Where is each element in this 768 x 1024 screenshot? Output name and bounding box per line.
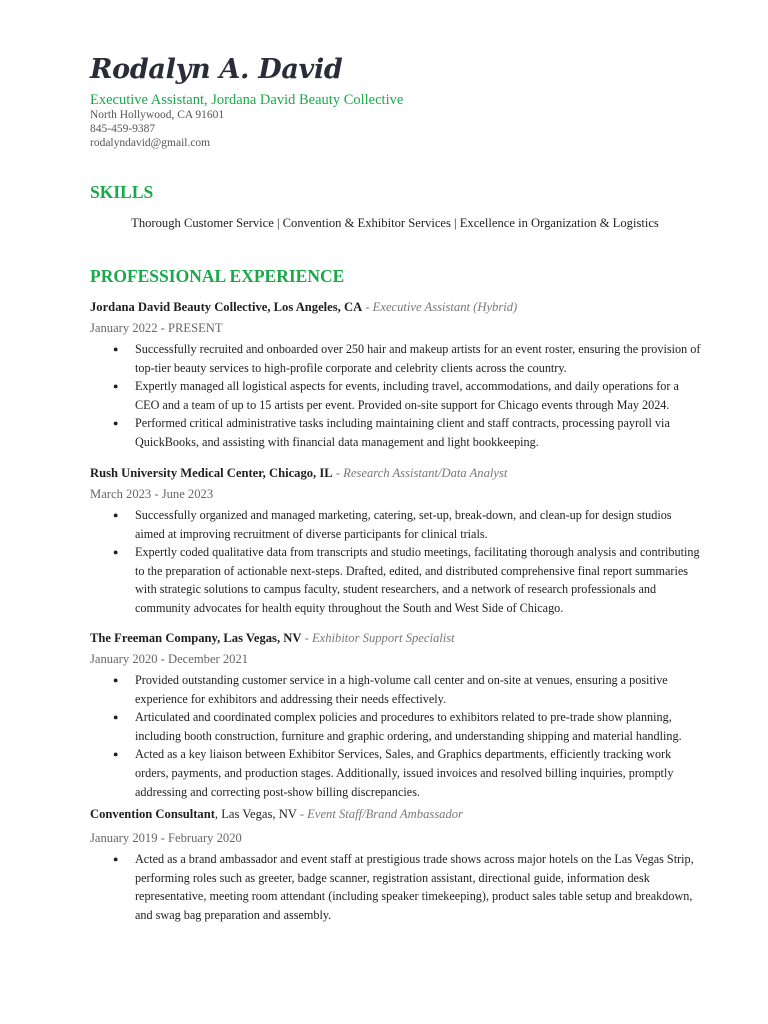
job-bullet bbox=[113, 708, 702, 745]
job-header bbox=[90, 464, 702, 482]
job-entry bbox=[90, 629, 702, 801]
experience-heading: PROFESSIONAL EXPERIENCE bbox=[90, 266, 345, 286]
bullet-icon: ● bbox=[113, 712, 119, 723]
job-separator: - bbox=[301, 631, 312, 645]
contact-email[interactable]: rodalyndavid@gmail.com bbox=[90, 137, 211, 149]
job-bullets bbox=[90, 340, 702, 452]
job-entry bbox=[90, 805, 702, 924]
job-bullet-text: Successfully recruited and onboarded over 250 hair and makeup artists for an event roster, ensuring the provision of top-tier beauty services to high-profile corporate and celebrity clients across the country. bbox=[135, 342, 701, 375]
bullet-icon: ● bbox=[113, 418, 119, 429]
job-role: Exhibitor Support Specialist bbox=[311, 631, 455, 645]
job-header bbox=[90, 805, 702, 823]
job-role: Event Staff/Brand Ambassador bbox=[307, 807, 463, 821]
contact-location: North Hollywood, CA 91601 bbox=[90, 109, 225, 121]
candidate-name: Rodalyn A. David bbox=[90, 54, 343, 85]
job-bullet-text: Acted as a brand ambassador and event staff at prestigious trade shows across major hotels on the Las Vegas Strip, performing roles such as greeter, badge scanner, registration assistant, directional guide, information desk representative, meeting room attendant (including speaker timekeeping), product sales table setup and breakdown, and swag bag preparation and assembly. bbox=[135, 852, 694, 922]
job-bullet bbox=[113, 850, 702, 924]
job-dates: January 2019 - February 2020 bbox=[90, 831, 242, 845]
bullet-icon: ● bbox=[113, 675, 119, 685]
bullet-icon: ● bbox=[113, 854, 119, 864]
job-separator: - bbox=[332, 466, 344, 480]
bullet-icon: ● bbox=[113, 547, 119, 558]
job-bullet-text: Provided outstanding customer service in a high-volume call center and on-site at venues, ensuring a positive experience for exhibitors and addressing their needs effectively. bbox=[135, 673, 668, 706]
job-dates: March 2023 - June 2023 bbox=[90, 487, 214, 501]
job-bullet bbox=[113, 671, 702, 708]
job-company: Rush University Medical Center, Chicago, IL bbox=[90, 466, 333, 480]
job-bullet-text: Performed critical administrative tasks including maintaining client and staff contracts, processing payroll via QuickBooks, and assisting with financial data management and light bookkeeping. bbox=[135, 416, 670, 449]
job-bullet bbox=[113, 506, 702, 543]
job-company: Jordana David Beauty Collective, Los Angeles, CA bbox=[90, 300, 363, 314]
job-bullet bbox=[113, 543, 702, 617]
job-dates: January 2020 - December 2021 bbox=[90, 652, 249, 666]
job-bullets bbox=[90, 671, 702, 801]
job-bullet bbox=[113, 377, 702, 414]
job-bullets bbox=[90, 850, 702, 924]
job-company: Convention Consultant bbox=[90, 807, 215, 821]
bullet-icon: ● bbox=[113, 344, 119, 354]
job-bullet-text: Expertly coded qualitative data from transcripts and studio meetings, facilitating thorough analysis and contributing to the preparation of actionable next-steps. Drafted, edited, and distributed comprehensive final report summaries with strategic solutions to campus faculty, student researchers, and a network of research professionals and community advocates for health equity throughout the South and West Side of Chicago. bbox=[135, 545, 700, 615]
job-role: Research Assistant/Data Analyst bbox=[343, 466, 508, 480]
job-location: , Las Vegas, NV bbox=[214, 807, 297, 821]
contact-phone: 845-459-9387 bbox=[90, 123, 156, 135]
job-role: Executive Assistant (Hybrid) bbox=[372, 300, 518, 314]
bullet-icon: ● bbox=[113, 381, 119, 392]
job-bullet-text: Acted as a key liaison between Exhibitor Services, Sales, and Graphics departments, efficiently tracking work orders, payments, and production stages. Additionally, issued invoices and resolved billing inquiries, promptly addressing and correcting post-show billing discrepancies. bbox=[135, 747, 674, 799]
job-header bbox=[90, 298, 702, 316]
job-company: The Freeman Company, Las Vegas, NV bbox=[90, 631, 302, 645]
bullet-icon: ● bbox=[113, 749, 119, 760]
job-bullet bbox=[113, 745, 702, 801]
job-bullets bbox=[90, 506, 702, 618]
job-bullet-text: Successfully organized and managed marketing, catering, set-up, break-down, and clean-up for design studios aimed at improving recruitment of diverse participants for clinical trials. bbox=[135, 508, 672, 541]
job-bullet bbox=[113, 340, 702, 377]
job-bullet-text: Articulated and coordinated complex policies and procedures to exhibitors related to pre-trade show planning, including booth construction, furniture and graphic ordering, and understanding shipping and material handling. bbox=[135, 710, 682, 743]
headline: Executive Assistant, Jordana David Beauty Collective bbox=[90, 92, 404, 108]
job-entry bbox=[90, 464, 702, 618]
job-bullet bbox=[113, 414, 702, 451]
skills-heading: SKILLS bbox=[90, 182, 154, 202]
job-separator: - bbox=[296, 807, 308, 821]
job-bullet-text: Expertly managed all logistical aspects for events, including travel, accommodations, and daily operations for a CEO and a team of up to 15 artists per event. Provided on-site support for Chicago events through May 2024. bbox=[135, 379, 679, 412]
job-entry bbox=[90, 298, 702, 452]
job-dates: January 2022 - PRESENT bbox=[90, 321, 223, 335]
job-separator: - bbox=[362, 300, 373, 314]
skills-list: Thorough Customer Service | Convention & Exhibitor Services | Excellence in Organization & Logistics bbox=[131, 216, 659, 230]
job-header bbox=[90, 629, 702, 647]
bullet-icon: ● bbox=[113, 510, 119, 520]
